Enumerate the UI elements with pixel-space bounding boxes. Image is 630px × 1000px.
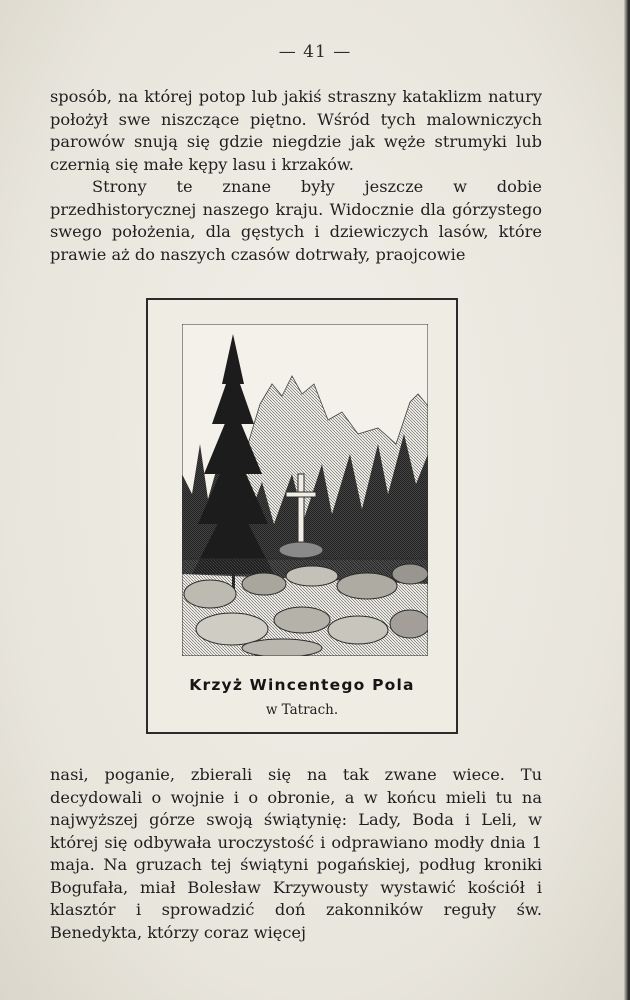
paragraph-1: sposób, na której potop lub jakiś straszny kataklizm natury położył swe niszczące piętno. Wśród tych malowniczych parowów snują się gdzie niegdzie jak węże strumyki lub czernią się małe kępy lasu i krzaków.	[50, 87, 542, 174]
figure-subtitle: w Tatrach.	[265, 702, 339, 718]
figure-title: Krzyż Wincentego Pola	[189, 676, 415, 694]
cairn	[279, 542, 323, 558]
page-edge	[624, 0, 628, 1000]
boulders	[182, 559, 428, 656]
illustration-frame	[146, 298, 458, 734]
paragraph-3: nasi, poganie, zbierali się na tak zwane wiece. Tu decydowali o wojnie i o obronie, a w końcu mieli tu na najwyższej górze swoją świątynię: Lady, Boda i Leli, w której się odbywała uroczystość i odprawiano modły dnia 1 maja. Na gruzach tej świątyni pogańskiej, podług kroniki Bogufała, miał Bolesław Krzywousty wystawić kościół i klasztór i sprowadzić doń zakonników reguły św. Benedykta, którzy coraz więcej	[50, 765, 542, 942]
engraving-mountain-cross	[182, 324, 428, 656]
top-text-block	[50, 86, 542, 266]
page-number: — 41 —	[278, 42, 352, 62]
paragraph-2: Strony te znane były jeszcze w dobie przedhistorycznej naszego kraju. Widocznie dla górzystego swego położenia, dla gęstych i dziewiczych lasów, które prawie aż do naszych czasów dotrwały, praojcowie	[50, 177, 542, 264]
